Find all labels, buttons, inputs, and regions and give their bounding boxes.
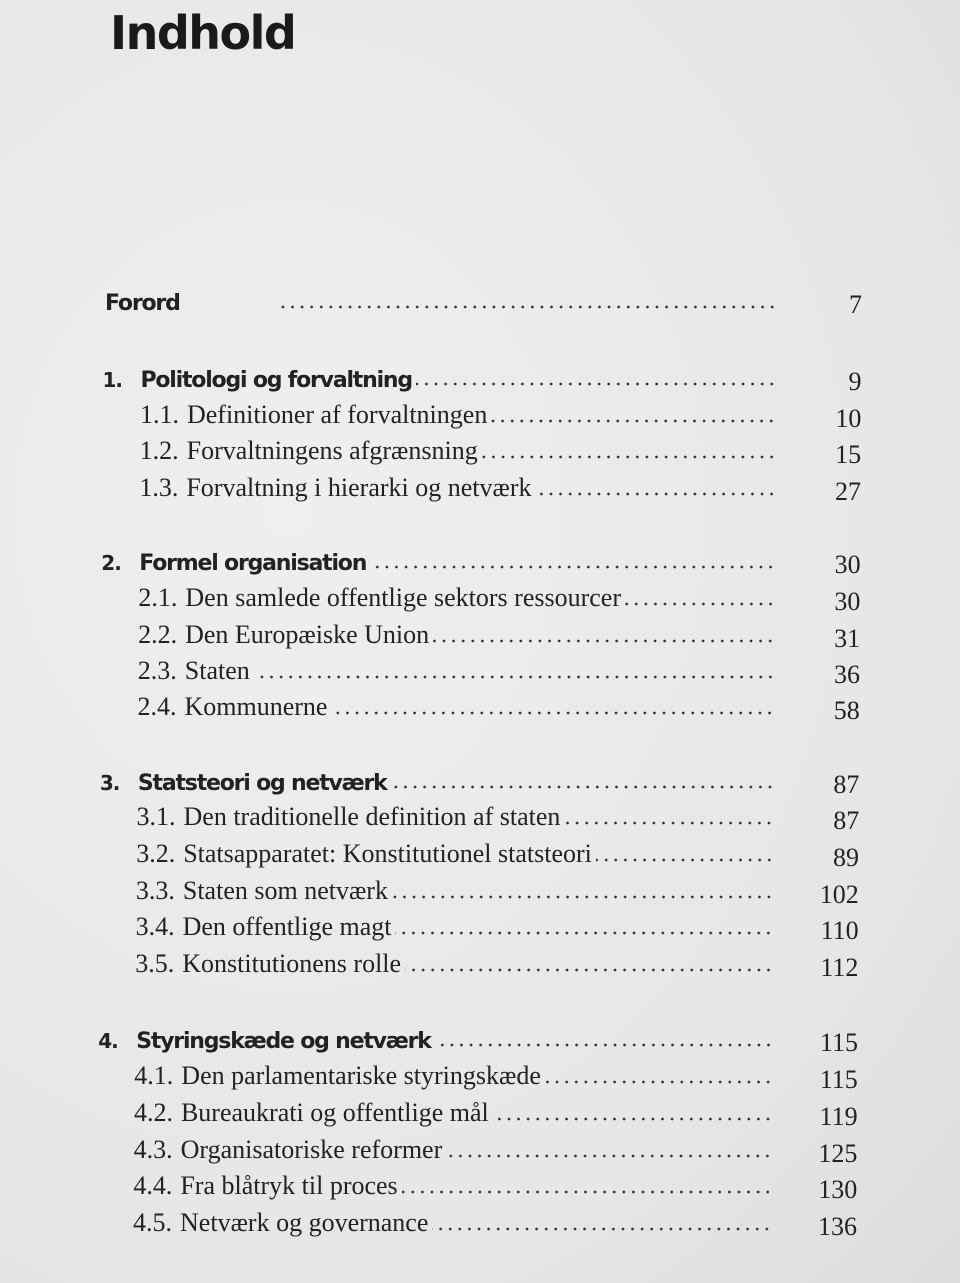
entry-number: 2. [101,551,121,575]
entry-title [105,291,273,316]
toc-section-entry [133,1202,858,1241]
dot-leader [435,1043,773,1047]
entry-number: 2.1. [138,583,178,612]
toc-chapter-entry [99,760,860,799]
entry-label: Statsteori og netværk [137,771,387,796]
entry-label: Konstitutionens rolle [182,949,402,978]
entry-number: 1.1. [139,400,179,429]
page-number: 87 [833,770,860,799]
toc-section-entry [133,1165,858,1204]
entry-number: 4. [98,1029,118,1053]
dot-leader [446,1154,772,1158]
page-number: 136 [818,1212,858,1241]
entry-title [138,620,429,650]
dot-leader [402,1190,773,1194]
page-number: 102 [819,880,859,909]
entry-label: Definitioner af forvaltningen [186,400,488,429]
entry-title [100,771,387,796]
entry-title [140,400,487,430]
entry-label: Staten [184,656,250,685]
page-number: 58 [833,696,860,725]
page-number: 110 [820,916,859,945]
entry-label: Politologi og forvaltning [140,368,412,393]
entry-title [101,551,366,576]
toc-section-entry [133,1129,858,1168]
entry-label: Den samlede offentlige sektors ressourcer [185,583,621,612]
entry-label: Den parlamentariske styringskæde [181,1061,541,1090]
entry-label: Staten som netværk [182,876,388,905]
entry-number: 3.1. [136,802,176,831]
page-number: 115 [819,1065,858,1094]
dot-leader [536,492,776,496]
dot-leader [625,602,775,606]
page-number: 36 [833,660,860,689]
entry-title [98,1029,431,1054]
entry-number: 1. [102,368,122,392]
dot-leader [392,895,774,899]
entry-label: Netværk og governance [180,1208,429,1237]
page-title: Indhold [110,6,296,60]
dot-leader [395,931,773,935]
dot-leader [277,305,777,309]
page-number: 115 [819,1028,858,1057]
toc-section-entry [137,686,860,725]
entry-title [136,876,388,906]
toc-section-entry [137,650,860,689]
toc-section-entry [135,943,859,982]
page-number: 7 [848,290,862,319]
entry-number: 3.3. [135,876,175,905]
entry-number: 4.4. [133,1171,173,1200]
entry-title [138,583,621,613]
dot-leader [433,639,775,643]
toc-section-entry [133,1092,858,1131]
entry-number: 4.2. [133,1098,173,1127]
entry-number: 2.4. [137,692,177,721]
dot-leader [370,565,775,569]
entry-label: Den Europæiske Union [185,620,430,649]
page-number: 119 [819,1102,858,1131]
entry-label: Organisatoriske reformer [180,1135,443,1164]
dot-leader [493,1117,773,1121]
dot-leader [596,858,774,862]
entry-label: Forord [105,291,180,316]
page-number: 27 [834,477,861,506]
page-number: 30 [834,550,861,579]
entry-title [136,912,392,942]
entry-number: 4.3. [133,1135,173,1164]
page-number: 130 [818,1175,858,1204]
toc-section-entry [136,833,859,872]
entry-label: Formel organisation [139,551,367,576]
page-number: 87 [833,806,860,835]
entry-title [134,1135,443,1165]
entry-label: Den offentlige magt [182,912,392,941]
toc-section-entry [139,430,862,469]
entry-title [134,1061,541,1091]
entry-title [134,1098,489,1128]
entry-number: 3.4. [135,912,175,941]
dot-leader [254,675,775,679]
dot-leader [405,968,773,972]
dot-leader [432,1227,772,1231]
entry-title [139,473,531,503]
entry-label: Kommunerne [184,692,328,721]
entry-number: 2.3. [137,656,177,685]
toc-section-entry [135,906,859,945]
page-number: 9 [848,367,862,396]
page-number: 89 [832,843,859,872]
entry-label: Fra blåtryk til proces [180,1171,398,1200]
entry-title [102,368,411,393]
entry-title [135,949,401,979]
page-number: 30 [834,587,861,616]
dot-leader [545,1080,773,1084]
page-number: 31 [834,624,861,653]
dot-leader [416,382,777,386]
toc-section-entry [138,577,861,616]
dot-leader [331,711,774,715]
entry-title [137,692,327,722]
entry-title [133,1208,428,1238]
entry-label: Den traditionelle definition af staten [183,802,561,831]
entry-label: Styringskæde og netværk [136,1029,431,1054]
page-number: 112 [820,953,859,982]
toc-chapter-entry [101,540,861,579]
entry-number: 1.2. [139,436,179,465]
entry-number: 4.1. [134,1061,174,1090]
toc-section-entry [134,1055,858,1094]
entry-number: 3. [99,771,120,795]
entry-label: Forvaltning i hierarki og netværk [186,473,532,502]
toc-section-entry [139,394,862,433]
toc-section-entry [135,870,859,909]
toc-chapter-entry [98,1018,858,1057]
entry-label: Forvaltningens afgrænsning [186,436,478,465]
entry-number: 3.5. [135,949,175,978]
page-number: 10 [835,404,862,433]
entry-title [138,656,250,686]
entry-label: Bureaukrati og offentlige mål [180,1098,489,1127]
dot-leader [564,821,774,825]
entry-number: 4.5. [133,1208,173,1237]
page-number: 15 [835,440,862,469]
toc-section-entry [138,614,861,653]
entry-title [133,1171,397,1201]
entry-title [137,802,561,832]
toc-chapter-entry [102,357,862,396]
dot-leader [491,419,776,423]
dot-leader [391,785,775,789]
toc-chapter-entry [105,280,862,319]
entry-title [140,436,478,466]
entry-number: 2.2. [138,620,178,649]
page-number: 125 [818,1139,858,1168]
toc-section-entry [136,796,860,835]
toc-section-entry [139,467,861,506]
entry-title [136,839,592,869]
entry-label: Statsapparatet: Konstitutionel statsteori [183,839,592,868]
entry-number: 3.2. [136,839,176,868]
dot-leader [482,455,776,459]
entry-number: 1.3. [139,473,179,502]
